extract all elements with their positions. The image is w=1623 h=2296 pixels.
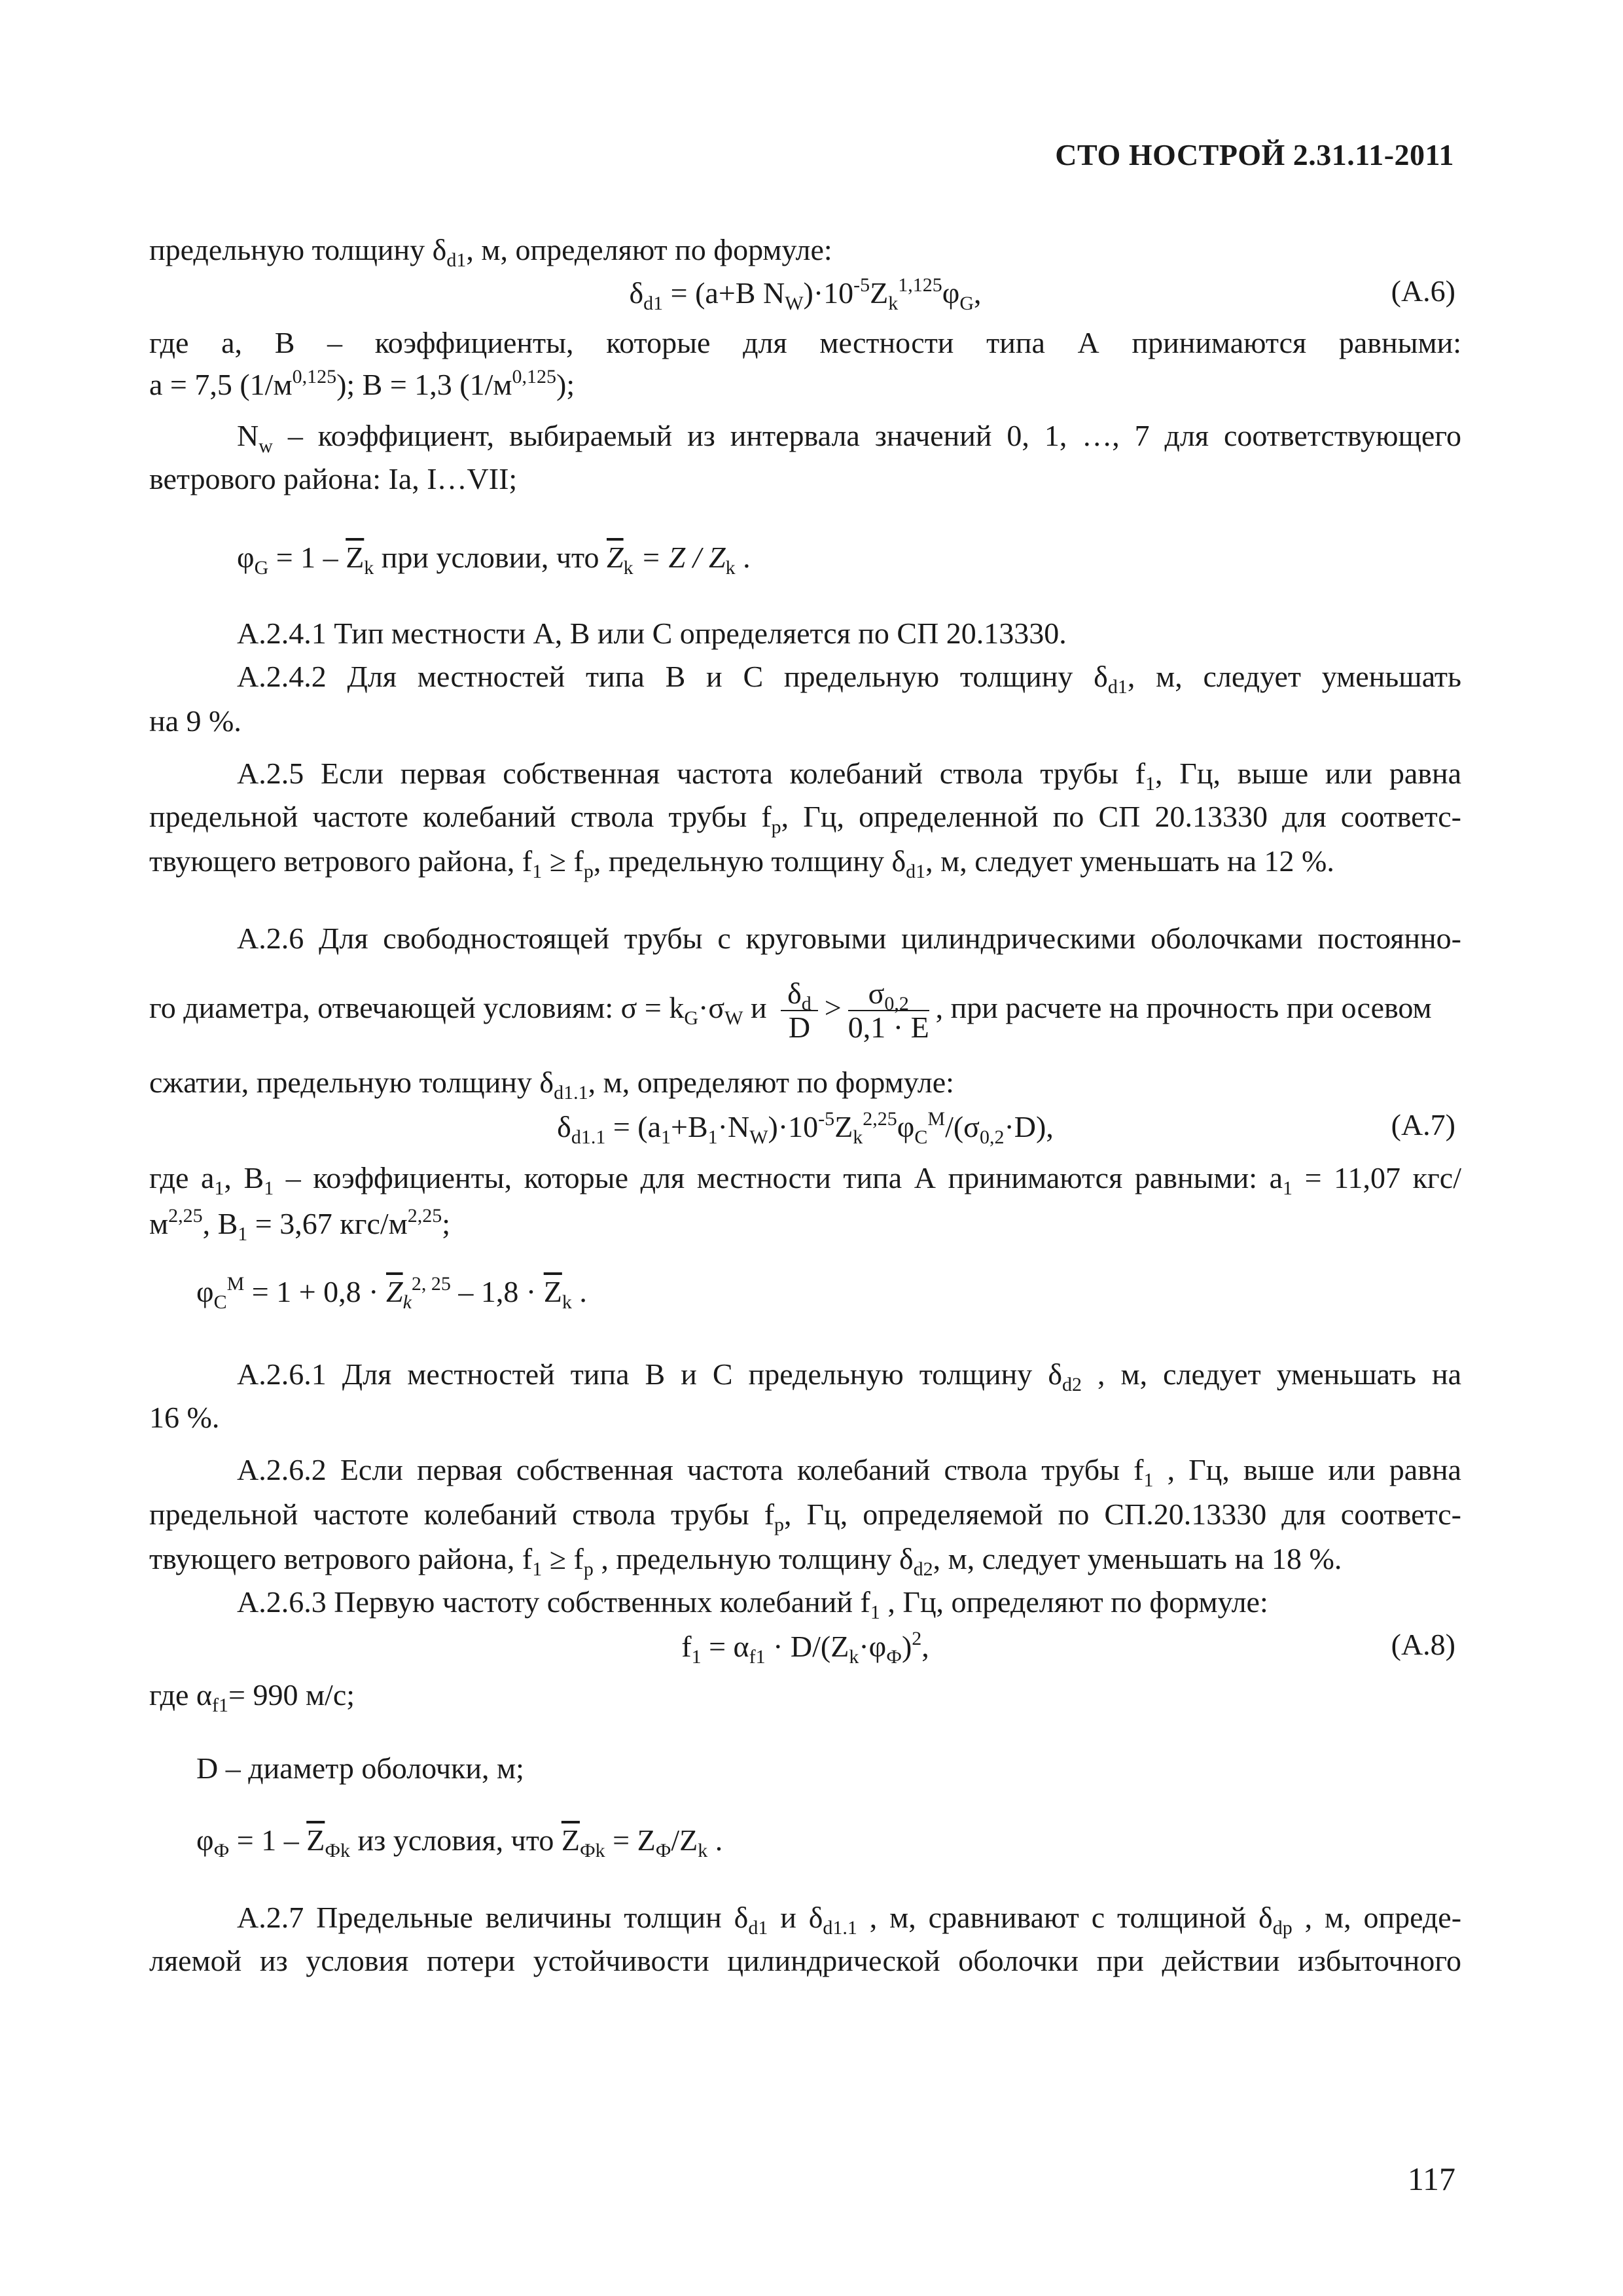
text-line: твующего ветрового района, $f_1 \ge f_p$, предельную толщину $\delta_{d1}$, м, следует уменьшать на 12 %. — [149, 844, 1334, 882]
text-line: ветрового района: Iа, I…VII; — [149, 462, 518, 495]
text-line: предельной частоте колебаний ствола трубы $f_p$, Гц, определенной по СП 20.13330 для соответс- — [149, 800, 1461, 838]
text-line: $N_w$ – коэффициент, выбираемый из интервала значений 0, 1, …, 7 для соответствующего — [237, 419, 1461, 457]
paragraph-a261: А.2.6.1 Для местностей типа В и С предельную толщину $\delta_{d2}$ , м, следует уменьшать на — [237, 1357, 1461, 1395]
formula-phi-f: $\varphi_Ф = 1 - \overline{Z}_{Фk}$ из условия, что $\overline{Z}_{Фk} = Z_Ф/Z_k$ . — [196, 1823, 723, 1861]
text-line: D – диаметр оболочки, м; — [196, 1751, 524, 1785]
text-line: 16 %. — [149, 1401, 220, 1434]
paragraph-a27: А.2.7 Предельные величины толщин $\delta_{d1}$ и $\delta_{d1.1}$ , м, сравнивают с толщиной $\delta_{dp}$ , м, опреде- — [237, 1901, 1462, 1939]
text-line: где a, B – коэффициенты, которые для местности типа А принимаются равными: — [149, 326, 1461, 359]
fraction: $\frac{\delta_d}{D}$ — [781, 977, 818, 1044]
formula-a7: $\delta_{d1.1} = (a_1+B_1\cdot N_W)\cdot 10^{-5}Z_k^{2,25}\varphi_C^M/(\sigma_{0,2}\cdot D)$, — [557, 1108, 1054, 1148]
text-line: ляемой из условия потери устойчивости цилиндрической оболочки при действии избыточного — [149, 1944, 1461, 1977]
text-line: a = 7,5 $(1/м^{0,125})$; B = 1,3 $(1/м^{0,125})$; — [149, 366, 575, 401]
text-line: го диаметра, отвечающей условиям: $\sigma = k_G\cdot\sigma_W$ и $\frac{\delta_d}{D}$ > $\frac{\sigma_{0,2}}{0,1 \cdot E}$ , при расчете на прочность при осевом — [149, 977, 1432, 1045]
paragraph-a262: А.2.6.2 Если первая собственная частота колебаний ствола трубы $f_1$ , Гц, выше или равна — [237, 1453, 1461, 1491]
formula-label: (А.7) — [1391, 1108, 1455, 1141]
paragraph-a242: А.2.4.2 Для местностей типа В и С предельную толщину $\delta_{d1}$, м, следует уменьшать — [237, 660, 1462, 698]
text-line: твующего ветрового района, $f_1 \ge f_p$ , предельную толщину $\delta_{d2}$, м, следует уменьшать на 18 %. — [149, 1542, 1342, 1580]
formula-label: (А.6) — [1391, 274, 1455, 308]
text-line: на 9 %. — [149, 704, 241, 738]
page-number: 117 — [1407, 2161, 1455, 2197]
paragraph-a26: А.2.6 Для свободностоящей трубы с круговыми цилиндрическими оболочками постоянно- — [237, 922, 1461, 955]
document-header: СТО НОСТРОЙ 2.31.11-2011 — [1055, 138, 1454, 171]
text-line: где $\alpha_{f1}= 990$ м/с; — [149, 1678, 355, 1716]
text-line: $м^{2,25}$, $B_1 = 3,67$ кгс/$м^{2,25}$; — [149, 1205, 451, 1245]
text-line: предельную толщину $\delta_{d1}$, м, определяют по формуле: — [149, 233, 832, 271]
formula-phi-c: $\varphi_C^M = 1 + 0,8 \cdot \overline{Z}_k^{2, 25} - 1,8 \cdot \overline{Z}_k$ . — [196, 1273, 587, 1313]
paragraph-a263: А.2.6.3 Первую частоту собственных колебаний $f_1$ , Гц, определяют по формуле: — [237, 1585, 1268, 1623]
fraction: $\frac{\sigma_{0,2}}{0,1 \cdot E}$ — [847, 977, 929, 1045]
formula-a8: $f_1 = \alpha_{f1} \cdot D/(Z_k\cdot\varphi_Ф)^2$, — [681, 1628, 929, 1668]
paragraph-a241: А.2.4.1 Тип местности А, В или С определяется по СП 20.13330. — [237, 617, 1067, 650]
formula-a6: $\delta_{d1} = (a+B$ $N_W)\cdot 10^{-5}Z_k^{1,125}\varphi_G$, — [629, 274, 982, 314]
text-line: где $a_1$, $B_1$ – коэффициенты, которые для местности типа А принимаются равными: $a_1 = 11,07$ кгс/ — [149, 1161, 1461, 1199]
text-line: предельной частоте колебаний ствола трубы $f_p$, Гц, определяемой по СП.20.13330 для соответс- — [149, 1498, 1461, 1535]
formula-label: (А.8) — [1391, 1628, 1455, 1661]
text-line: сжатии, предельную толщину $\delta_{d1.1}$, м, определяют по формуле: — [149, 1066, 954, 1103]
formula-phi-g: $\varphi_G = 1 - \overline{Z}_k$ при условии, что $\overline{Z}_k = Z / Z_k$ . — [237, 541, 751, 579]
paragraph-a25: А.2.5 Если первая собственная частота колебаний ствола трубы $f_1$, Гц, выше или равна — [237, 757, 1461, 795]
